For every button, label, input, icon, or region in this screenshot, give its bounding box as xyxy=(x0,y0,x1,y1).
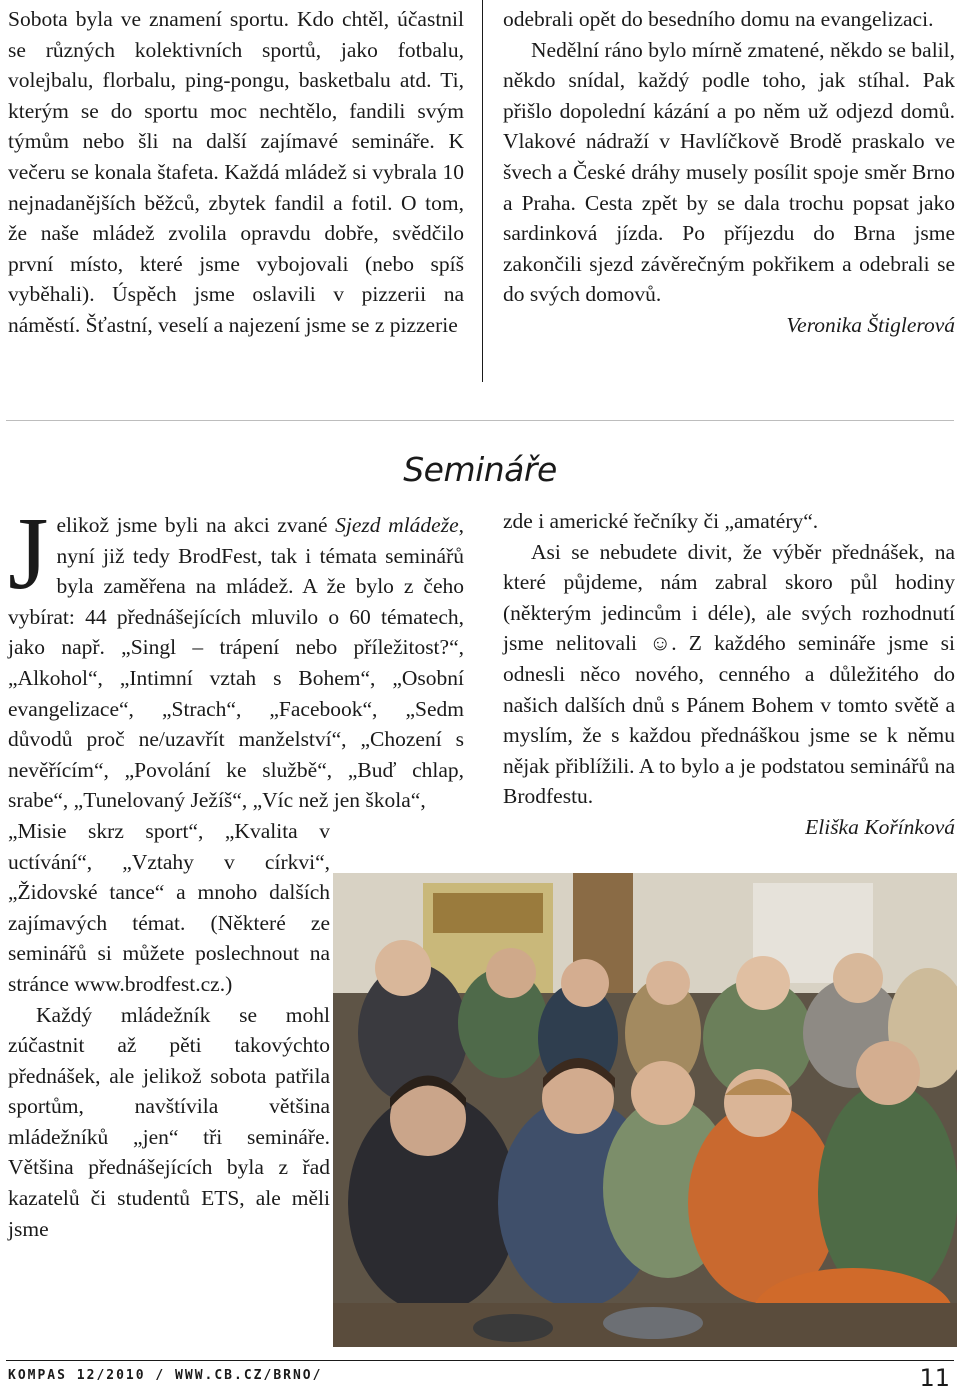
seminars-speakers-text: zde i americké řečníky či „amatéry“. xyxy=(503,509,819,533)
page-footer xyxy=(6,1360,954,1390)
seminars-attendance-paragraph: Každý mládežník se mohl zúčastnit až pěti takovýchto přednášek, ale jelikož sobota patřila sportům, navštívila většina mládežníků „jen“ tři semináře. Většina přednášejících byla z řad kazatelů či studentů ETS, ale měli jsme xyxy=(8,1002,330,1241)
drop-cap: J xyxy=(8,496,49,611)
seminars-topics-continuation: „Misie skrz sport“, „Kvalita v uctívání“, „Vztahy v církvi“, „Židovské tance“ a mnoho dalších zajímavých témat. (Některé ze seminářů si můžete poslechnout na stránce www.brodfest.cz.) xyxy=(8,818,330,996)
article-sport-text: Sobota byla ve znamení sportu. Kdo chtěl, účastnil se různých kolektivních sportů, jako fotbalu, volejbalu, florbalu, ping-pongu, basketbalu atd. Ti, kterým se do sportu moc nechtělo, fandili svým týmům nebo šli na další zajímavé semináře. K večeru se konala štafeta. Každá mládež si vybrala 10 nejnadanějších běžců, zbytek fandil a fotil. O tom, že naše mládež zvolila opravdu dobře, svědčilo první místo, které jsme vybojovali (nebo spíš vyběhali). Úspěch jsme oslavili v pizzerii na náměstí. Šťastní, veselí a najezení jsme se z pizzerie xyxy=(8,7,464,337)
article-sport-continuation: odebrali opět do besedního domu na evangelizaci. xyxy=(503,7,934,31)
article-sunday-paragraph: Nedělní ráno bylo mírně zmatené, někdo se balil, někdo snídal, každý podle toho, jak stíhal. Pak přišlo dopolední kázání a po něm už odjezd domů. Vlakové nádraží v Havlíčkově Brodě praskalo ve švech a České dráhy musely posílit spoje směr Brno a Praha. Cesta zpět by se dala trochu popsat jako sardinková jízda. Po příjezdu do Brna jsme zakončili sjezd závěrečným pokřikem a odebrali se do svých domovů. xyxy=(503,37,955,307)
article-sport-right-column xyxy=(503,4,955,341)
footer-rule xyxy=(6,1360,954,1361)
section-divider xyxy=(6,420,954,421)
section-title: Semináře xyxy=(403,450,557,489)
event-name: Sjezd mládeže xyxy=(335,513,459,537)
article-sport-left-column xyxy=(8,4,464,341)
publication-info: KOMPAS 12/2010 / WWW.CB.CZ/BRNO/ xyxy=(8,1368,323,1383)
seminars-intro-text: elikož jsme byli na akci zvané xyxy=(56,513,336,537)
seminars-right-column xyxy=(503,506,955,843)
youth-group-photo xyxy=(333,873,957,1347)
seminars-intro-paragraph xyxy=(8,496,464,816)
column-divider xyxy=(482,0,483,382)
seminars-choice-paragraph: Asi se nebudete divit, že výběr přednášek, na které půjdeme, nám zabral skoro půl hodiny (některým jedincům i déle), ale svých rozhodnutí jsme nelitovali ☺. Z každého semináře jsme si odnesli něco nového, cenného a důležitého do našich dalších dnů s Pánem Bohem v tomto světě a myslím, že s každou přednáškou jsme se k němu nějak přiblížili. A to bylo a je podstatou seminářů na Brodfestu. xyxy=(503,539,955,809)
page-number: 11 xyxy=(919,1364,950,1392)
article-sport-author: Veronika Štiglerová xyxy=(786,312,955,337)
seminars-topics-text: , nyní již tedy BrodFest, tak i témata seminářů byla zaměřena na mládež. A že bylo z čeho vybírat: 44 přednášejících mluvilo o 60 tématech, jako např. „Singl – trápení nebo příležitost?“, „Alkohol“, „Intimní vztah s Bohem“, „Osobní evangelizace“, „Strach“, „Facebook“, „Sedm důvodů proč ne/uzavřít manželství“, „Chození s nevěřícím“, „Povolání ke službě“, „Buď chlap, srabe“, „Tunelovaný Ježíš“, „Víc než jen škola“, xyxy=(8,513,464,813)
seminars-author: Eliška Kořínková xyxy=(805,814,955,839)
